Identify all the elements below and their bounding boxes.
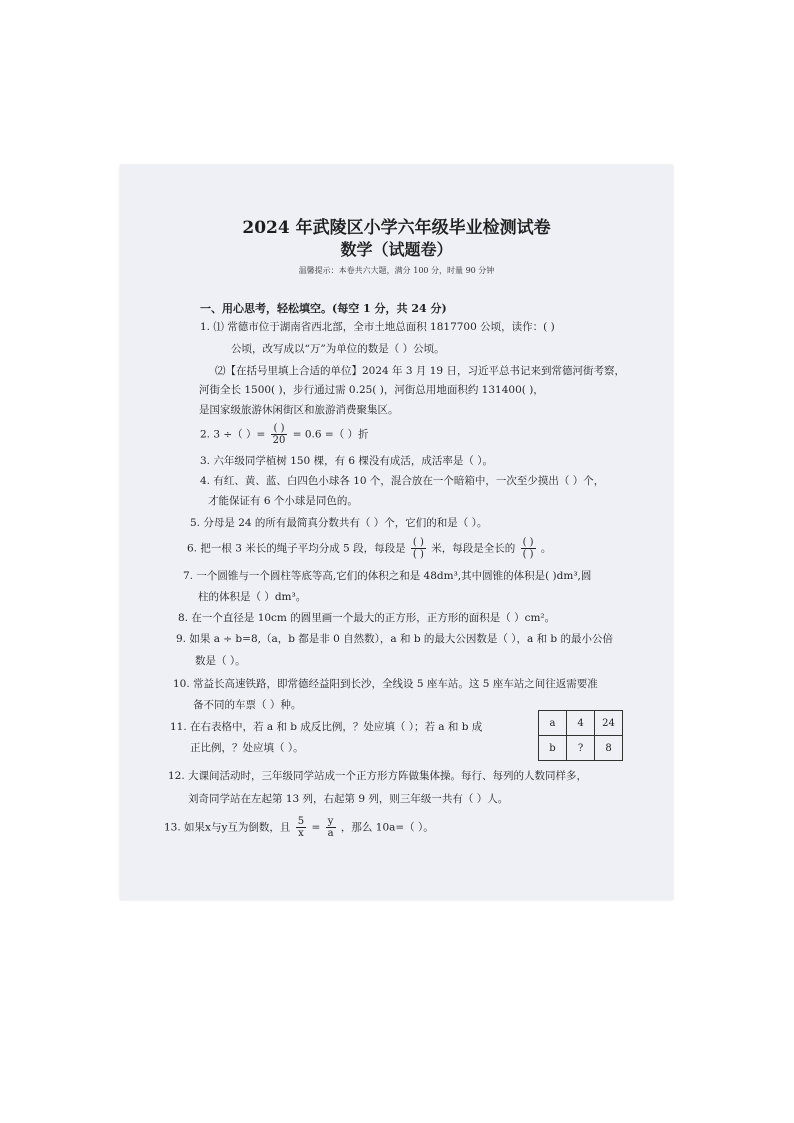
q1a-line1: 1. ⑴ 常德市位于湖南省西北部，全市土地总面积 1817700 公顷，读作：( ) [200,321,555,333]
q1b-line2: 河街全长 1500( )，步行通过需 0.25( )，河街总用地面积约 131400( )， [199,384,544,396]
q6-middle: 米，每段是全长的 [431,542,516,555]
q6-f2-denominator: ( ) [522,549,534,560]
q6-f2-numerator: ( ) [522,537,534,548]
q2-denominator: 20 [272,435,286,446]
question-2 [200,423,369,446]
ab-cell: 24 [595,711,623,736]
q13-prefix: 13. 如果x与y互为倒数，且 [164,821,291,834]
ab-table-row-b [539,736,623,761]
q2-numerator: ( ) [271,423,288,435]
ab-cell: a [539,711,567,736]
q12-line2: 刘奇同学站在左起第 13 列，右起第 9 列，则三年级一共有（ ）人。 [188,793,509,805]
q6-prefix: 6. 把一根 3 米长的绳子平均分成 5 段，每段是 [187,542,406,555]
exam-subtitle: 数学（试题卷） [340,240,453,259]
exam-paper [120,165,673,900]
q13-equals: = [311,821,321,834]
exam-title: 2024 年武陵区小学六年级毕业检测试卷 [242,218,551,238]
q13-f2-denominator: a [327,828,334,839]
q4-line1: 4. 有红、黄、蓝、白四色小球各 10 个，混合放在一个暗箱中，一次至少摸出（ ）个， [200,475,605,487]
q10-line2: 备不同的车票（ ）种。 [193,699,302,711]
q9-line2: 数是（ ）。 [195,655,246,667]
q12-line1: 12. 大课间活动时，三年级同学站成一个正方形方阵做集体操。每行、每列的人数同样多， [168,770,588,782]
question-13 [164,816,434,839]
ab-cell: 4 [567,711,595,736]
ab-table-row-a [539,711,623,736]
q11-line1: 11. 在右表格中，若 a 和 b 成反比例，？处应填（ ）；若 a 和 b 成 [170,721,483,733]
q13-f1-numerator: 5 [297,816,305,827]
section-1-heading: 一、用心思考，轻松填空。(每空 1 分，共 24 分) [200,302,447,315]
question-8: 8. 在一个直径是 10cm 的圆里画一个最大的正方形，正方形的面积是（ ）cm²。 [178,612,556,624]
q6-f1-denominator: ( ) [412,549,424,560]
q2-suffix: = 0.6 =（ ）折 [292,428,369,441]
q6-suffix: 。 [540,542,552,555]
ab-cell: 8 [595,736,623,761]
q9-line1: 9. 如果 a ÷ b=8,（a，b 都是非 0 自然数），a 和 b 的最大公因数是（ ），a 和 b 的最小公倍 [176,633,613,645]
q2-prefix: 2. 3 ÷（ ）= [200,428,266,441]
ab-table [538,710,623,761]
question-3: 3. 六年级同学植树 150 棵，有 6 棵没有成活，成活率是（ ）。 [200,455,494,467]
q1b-line1: ⑵【在括号里填上合适的单位】2024 年 3 月 19 日，习近平总书记来到常德河街考察， [215,365,625,377]
q1b-line3: 是国家级旅游休闲街区和旅游消费聚集区。 [199,404,399,416]
q13-f1-denominator: x [298,828,304,839]
q2-fraction [271,423,288,446]
exam-tip: 温馨提示：本卷共六大题，满分 100 分，时量 90 分钟 [298,266,495,275]
q6-fraction-1 [411,537,426,560]
q13-f2-numerator: y [326,816,336,828]
question-6 [187,537,551,560]
q7-line1: 7. 一个圆锥与一个圆柱等底等高,它们的体积之和是 48dm³,其中圆锥的体积是( )dm³,圆 [183,570,592,582]
ab-cell: ? [567,736,595,761]
ab-cell: b [539,736,567,761]
q13-fraction-1 [296,816,306,839]
q10-line1: 10. 常益长高速铁路，即常德经益阳到长沙，全线设 5 座车站。这 5 座车站之间往返需要准 [173,678,598,690]
q1a-line2: 公顷，改写成以“万”为单位的数是（ ）公顷。 [231,343,445,355]
q6-f1-numerator: ( ) [412,537,424,548]
question-5: 5. 分母是 24 的所有最简真分数共有（ ）个，它们的和是（ ）。 [190,517,488,529]
q11-line2: 正比例，？处应填（ ）。 [190,742,304,754]
q13-suffix: ，那么 10a=（ ）。 [340,821,434,834]
q13-fraction-2 [326,816,336,839]
q6-fraction-2 [521,537,536,560]
q4-line2: 才能保证有 6 个小球是同色的。 [208,495,358,507]
q7-line2: 柱的体积是（ ）dm³。 [198,591,307,603]
